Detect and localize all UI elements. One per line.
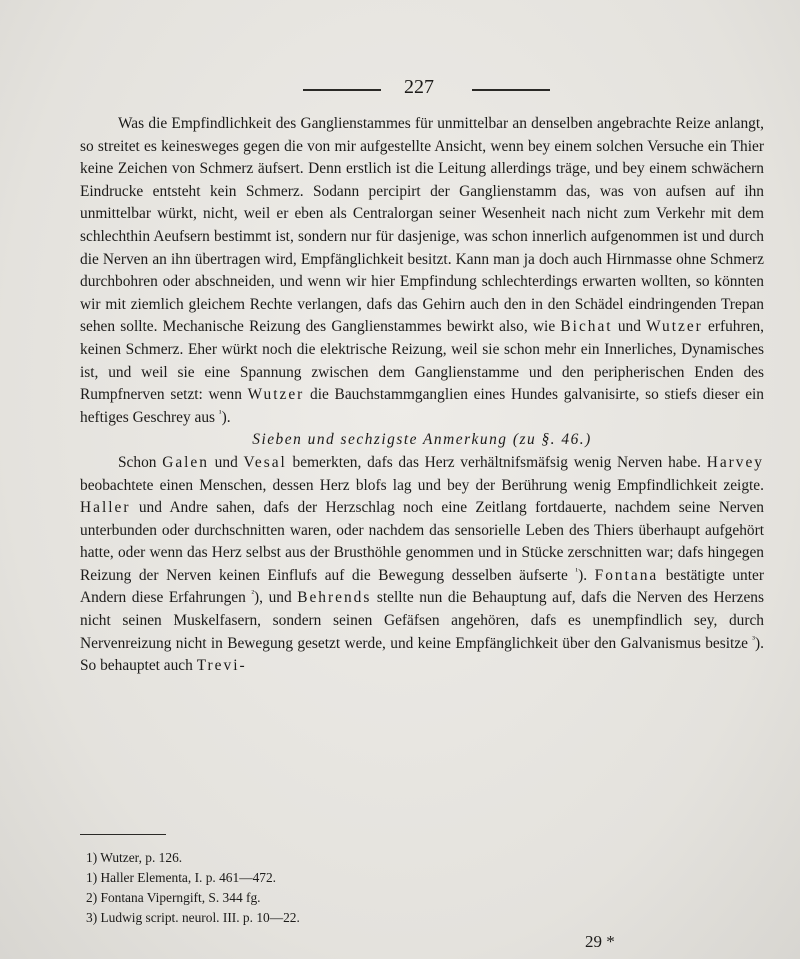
footnote: 1) Wutzer, p. 126. xyxy=(86,850,183,865)
paragraph-1-text: die Bauchstammganglien eines Hundes galvanisirte, so stiefs dieser ein heftiges Geschrey aus xyxy=(80,386,764,426)
paragraph-2-text: Schon xyxy=(118,453,163,471)
footnotes xyxy=(86,848,586,928)
paragraph-1-text: erfuhren, keinen Schmerz. Eher würkt noch die elektrische Reizung, weil sie schon mehr ein Innerliches, Dynamisches ist, und weil sie eine Spannung zwischen dem Ganglienstamme und den peripherischen Enden des Rumpfnerven setzt: wenn xyxy=(80,318,764,404)
signature-mark: 29 * xyxy=(585,932,615,951)
footnote: 1) Haller Elementa, I. p. 461—472. xyxy=(86,870,277,885)
name-haller: Haller xyxy=(80,499,131,517)
footnote-marker: ¹ xyxy=(218,407,222,418)
header-rule-left xyxy=(303,89,381,91)
footnote-marker: ¹ xyxy=(575,565,579,576)
paragraph-2-text: ). xyxy=(578,566,595,584)
paragraph-2-text: bemerkten, dafs das Herz verhältnifsmäfsig wenig Nerven habe. xyxy=(286,453,707,471)
header-rule-right xyxy=(472,89,550,91)
name-vesal: Vesal xyxy=(243,453,287,471)
name-fontana: Fontana xyxy=(594,566,659,584)
paragraph-2-text: ). So behauptet auch xyxy=(80,634,764,675)
section-heading: Sieben und sechzigste Anmerkung (zu §. 46.) xyxy=(252,431,592,449)
footnote-marker: ³ xyxy=(752,633,755,644)
paragraph-2-text: und Andre sahen, dafs der Herzschlag noch eine Zeitlang fortdauerte, nachdem seine Nerven unterbunden oder durchschnitten waren, oder nachdem das sensorielle Leben des Thiers überhaupt aufgehört hatte, oder wenn das Herz selbst aus der Brusthöhle genommen und in Stücke zerschnitten war; dafs hingegen Reizung der Nerven keinen Einflufs auf die Bewegung desselben äufserte xyxy=(80,499,764,584)
page-header xyxy=(0,76,800,100)
footnote-divider xyxy=(80,834,166,835)
name-trevi: Trevi- xyxy=(196,657,247,675)
footnote-marker: ² xyxy=(251,588,255,599)
name-behrends: Behrends xyxy=(297,589,372,607)
name-harvey: Harvey xyxy=(706,453,764,471)
paragraph-1-text: und xyxy=(612,318,647,336)
name-wutzer: Wutzer xyxy=(646,318,703,336)
paragraph-2-text: ), und xyxy=(254,589,298,607)
paragraph-2 xyxy=(80,452,764,678)
paragraph-2-text: und xyxy=(208,453,244,471)
name-wutzer: Wutzer xyxy=(247,386,305,404)
paragraph-2-text: beobachtete einen Menschen, dessen Herz blofs lag und bey der Berührung wenig Empfindlichkeit zeigte. xyxy=(80,476,764,494)
paragraph-1-text: ). xyxy=(221,408,231,426)
main-text xyxy=(80,113,764,678)
paragraph-2-text: stellte nun die Behauptung auf, dafs die Nerven des Herzens nicht seinen Muskelfasern, sondern seinen Gefäfsen angehören, dafs es unempfindlich sey, durch Nervenreizung nicht in Bewegung gesetzt werde, und keine Empfänglichkeit über den Galvanismus besitze xyxy=(80,589,764,652)
paragraph-1 xyxy=(80,113,764,429)
page-number: 227 xyxy=(404,76,434,98)
paragraph-1-text: Was die Empfindlichkeit des Ganglienstammes für unmittelbar an denselben angebrachte Reize anlangt, so streitet es keinesweges gegen die von mir aufgestellte Ansicht, wenn bey einem solchen Versuche ein Thier keine Zeichen von Schmerz äufsert. Denn erstlich ist die Leitung allerdings träge, und bey einem schwächern Eindrucke entsteht kein Schmerz. Sodann percipirt der Ganglienstamm das, was von aufsen auf ihn unmittelbar würkt, nicht, weil er eben als Centralorgan seiner Wesenheit nach nicht zum Verkehr mit dem schlechthin Aeufsern bestimmt ist, sondern nur für dasjenige, was schon innerlich aufgenommen ist und durch die Nerven an ihn übertragen wird, Empfänglichkeit besitzt. Kann man ja doch auch Hirnmasse ohne Schmerz durchbohren oder abschneiden, und wenn wir hier Empfindung schlechterdings erwarten wollten, so könnten wir mit ziemlich gleichem Rechte verlangen, dafs das Gehirn auch den in den Schädel eindringenden Trepan sehen sollte. Mechanische Reizung des Ganglienstammes bewirkt also, wie xyxy=(80,115,764,336)
footnote: 2) Fontana Viperngift, S. 344 fg. xyxy=(86,890,261,905)
footnote: 3) Ludwig script. neurol. III. p. 10—22. xyxy=(86,910,300,925)
paragraph-2-text: bestätigte unter Andern diese Erfahrungen xyxy=(80,566,764,607)
name-galen: Galen xyxy=(162,453,209,471)
name-bichat: Bichat xyxy=(560,318,613,336)
